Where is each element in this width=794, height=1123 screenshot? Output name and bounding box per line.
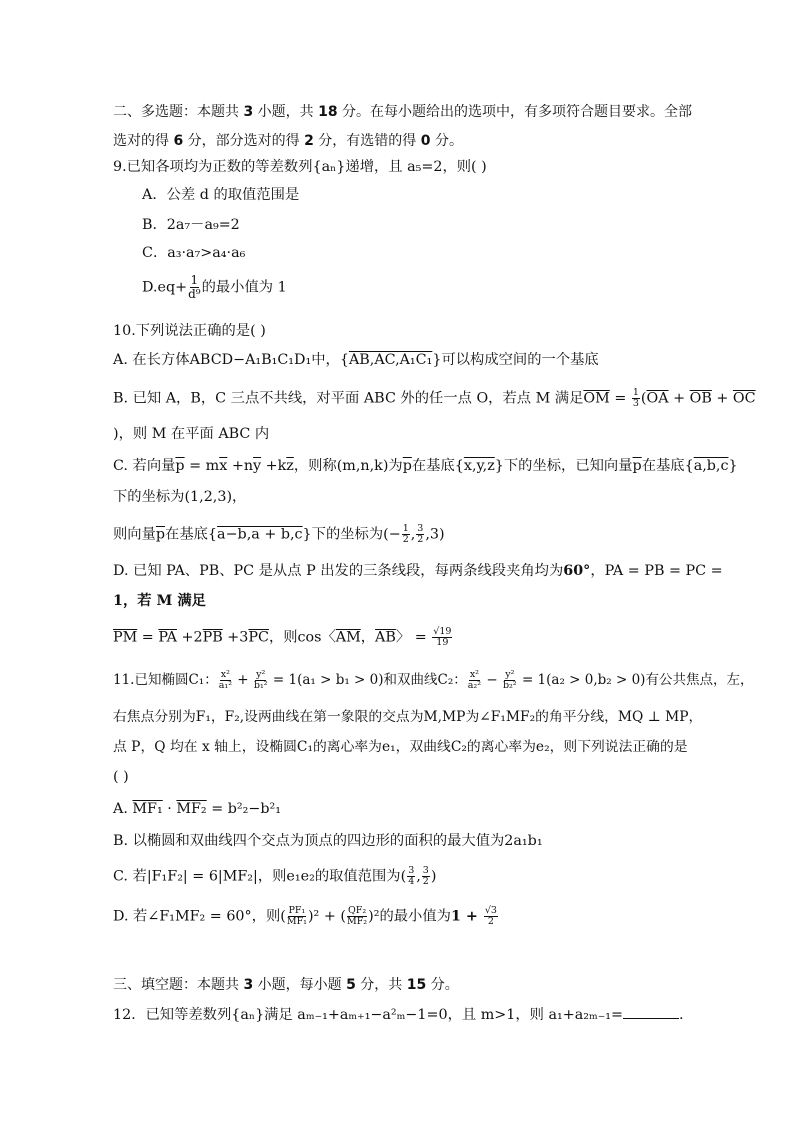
q9-option-c[interactable]: C．a₃·a₇>a₄·a₆ — [142, 245, 246, 261]
fraction: $\frac{\text{PF₁}}{\text{MF₁}}$ — [286, 905, 307, 927]
fraction: $\frac{3}{2}$ — [422, 865, 429, 887]
fraction: $\frac{√19}{19}$ — [433, 626, 452, 648]
fraction: $\frac{\text{x²}}{\text{a₁²}}$ — [218, 669, 232, 691]
fraction: $\frac{3}{4}$ — [408, 865, 415, 887]
q10-option-b-line2: )，则 M 在平面 ABC 内 — [113, 426, 270, 442]
fraction: $\frac{\text{QF₂}}{\text{MF₂}}$ — [346, 905, 368, 927]
q10-option-d-line2: 1，若 M 满足 — [113, 593, 206, 609]
fraction: $\frac{1}{2}$ — [402, 523, 409, 545]
fraction: $\frac{\text{y²}}{\text{b₂²}}$ — [502, 669, 517, 691]
q10-option-c[interactable]: C. 若向量$\overline{p} = m\overline{x} +n\overline{y} +k\overline{z}$，则称(m,n,k)为$\overline{p}$在基底{x,y,z}下的坐标，已知向量$\overline{p}$在基底{a,b,c} — [113, 458, 738, 474]
q10-option-b[interactable]: B. 已知 A，B，C 三点不共线，对平面 ABC 外的任一点 O，若点 M 满足$\overline{OM}$ = $\frac{1}{3}$ ($\overline{OA} + \overline{OB} + \overline{OC}$ — [113, 387, 756, 409]
q9-stem: 9.已知各项均为正数的等差数列{aₙ}递增，且 a₅=2，则( ) — [113, 159, 487, 175]
q10-stem: 10.下列说法正确的是( ) — [113, 323, 266, 339]
fraction: $\frac{\text{y²}}{\text{b₁²}}$ — [253, 669, 268, 691]
q11-stem-line1: 11.已知椭圆C₁： $\frac{\text{x²}}{\text{a₁²}}$ + $\frac{\text{y²}}{\text{b₁²}}$ = 1(a₁ > b₁ > 0)和双曲线C₂： $\frac{\text{x²}}{\text{a₂²}}$ − $\frac{\text{y²}}{\text{b₂²}}$ = 1(a₂ > 0,b₂ > 0)有公共焦点，左， — [113, 669, 754, 691]
fraction: $\frac{3}{2}$ — [417, 523, 424, 545]
q9-option-b[interactable]: B．2a₇－a₉=2 — [142, 217, 240, 233]
q10-option-d-line3: $\overline{PM} = \overline{PA} +2\overline{PB} +3\overline{PC}$，则cos〈$\overline{AM}$，$\overline{AB}$〉 = $\frac{√19}{19}$ — [113, 626, 452, 648]
section-2-header-line2: 选对的得 6 分，部分选对的得 2 分，有选错的得 0 分。 — [113, 133, 463, 149]
q11-stem-line4: ( ) — [113, 769, 129, 785]
fraction: $\frac{1}{\text{d⁹}}$ — [188, 273, 201, 301]
q11-option-a[interactable]: A. MF₁ · MF₂ = b²₂−b²₁ — [113, 801, 281, 817]
q11-option-d[interactable]: D. 若∠F₁MF₂ = 60°，则( $\frac{\text{PF₁}}{\text{MF₁}}$ )² + ( $\frac{\text{QF₂}}{\text{MF₂}}$ )²的最小值为1 + $\frac{√3}{2}$ — [113, 905, 497, 927]
q10-option-d[interactable]: D. 已知 PA、PB、PC 是从点 P 出发的三条线段，每两条线段夹角均为60°，PA = PB = PC = — [113, 563, 723, 579]
q10-option-c-line2: 下的坐标为(1,2,3)， — [113, 489, 247, 505]
q11-stem-line2: 右焦点分别为F₁，F₂,设两曲线在第一象限的交点为M,MP为∠F₁MF₂的角平分线，MQ ⊥ MP， — [113, 709, 703, 725]
q9-option-a[interactable]: A．公差 d 的取值范围是 — [142, 187, 300, 203]
answer-blank[interactable] — [623, 1006, 679, 1019]
fraction: $\frac{1}{3}$ — [632, 387, 639, 409]
q11-option-c[interactable]: C. 若|F₁F₂| = 6|MF₂|，则e₁e₂的取值范围为( $\frac{3}{4}$ , $\frac{3}{2}$ ) — [113, 865, 437, 887]
q10-option-a[interactable]: A. 在长方体ABCD−A₁B₁C₁D₁中，{AB,AC,A₁C₁}可以构成空间的一个基底 — [113, 352, 599, 368]
q12-stem: 12．已知等差数列{aₙ}满足 aₘ₋₁+aₘ₊₁−a²ₘ−1=0，且 m>1，则 a₁+a₂ₘ₋₁= . — [113, 1007, 684, 1023]
section-3-header: 三、填空题：本题共 3 小题，每小题 5 分，共 15 分。 — [113, 977, 459, 993]
section-2-header-line1: 二、多选题：本题共 3 小题，共 18 分。在每小题给出的选项中，有多项符合题目要求。全部 — [113, 104, 693, 120]
q10-option-c-line3: 则向量$\overline{p}$在基底{a−b,a + b,c}下的坐标为(− $\frac{1}{2}$ , $\frac{3}{2}$ ,3) — [113, 523, 445, 545]
fraction: $\frac{√3}{2}$ — [484, 905, 497, 927]
q11-stem-line3: 点 P，Q 均在 x 轴上，设椭圆C₁的离心率为e₁，双曲线C₂的离心率为e₂，则下列说法正确的是 — [113, 739, 688, 755]
q9-option-d[interactable]: D.eq+ $\frac{1}{\text{d⁹}}$ 的最小值为 1 — [142, 273, 287, 301]
fraction: $\frac{\text{x²}}{\text{a₂²}}$ — [467, 669, 482, 691]
q11-option-b[interactable]: B. 以椭圆和双曲线四个交点为顶点的四边形的面积的最大值为2a₁b₁ — [113, 833, 543, 849]
